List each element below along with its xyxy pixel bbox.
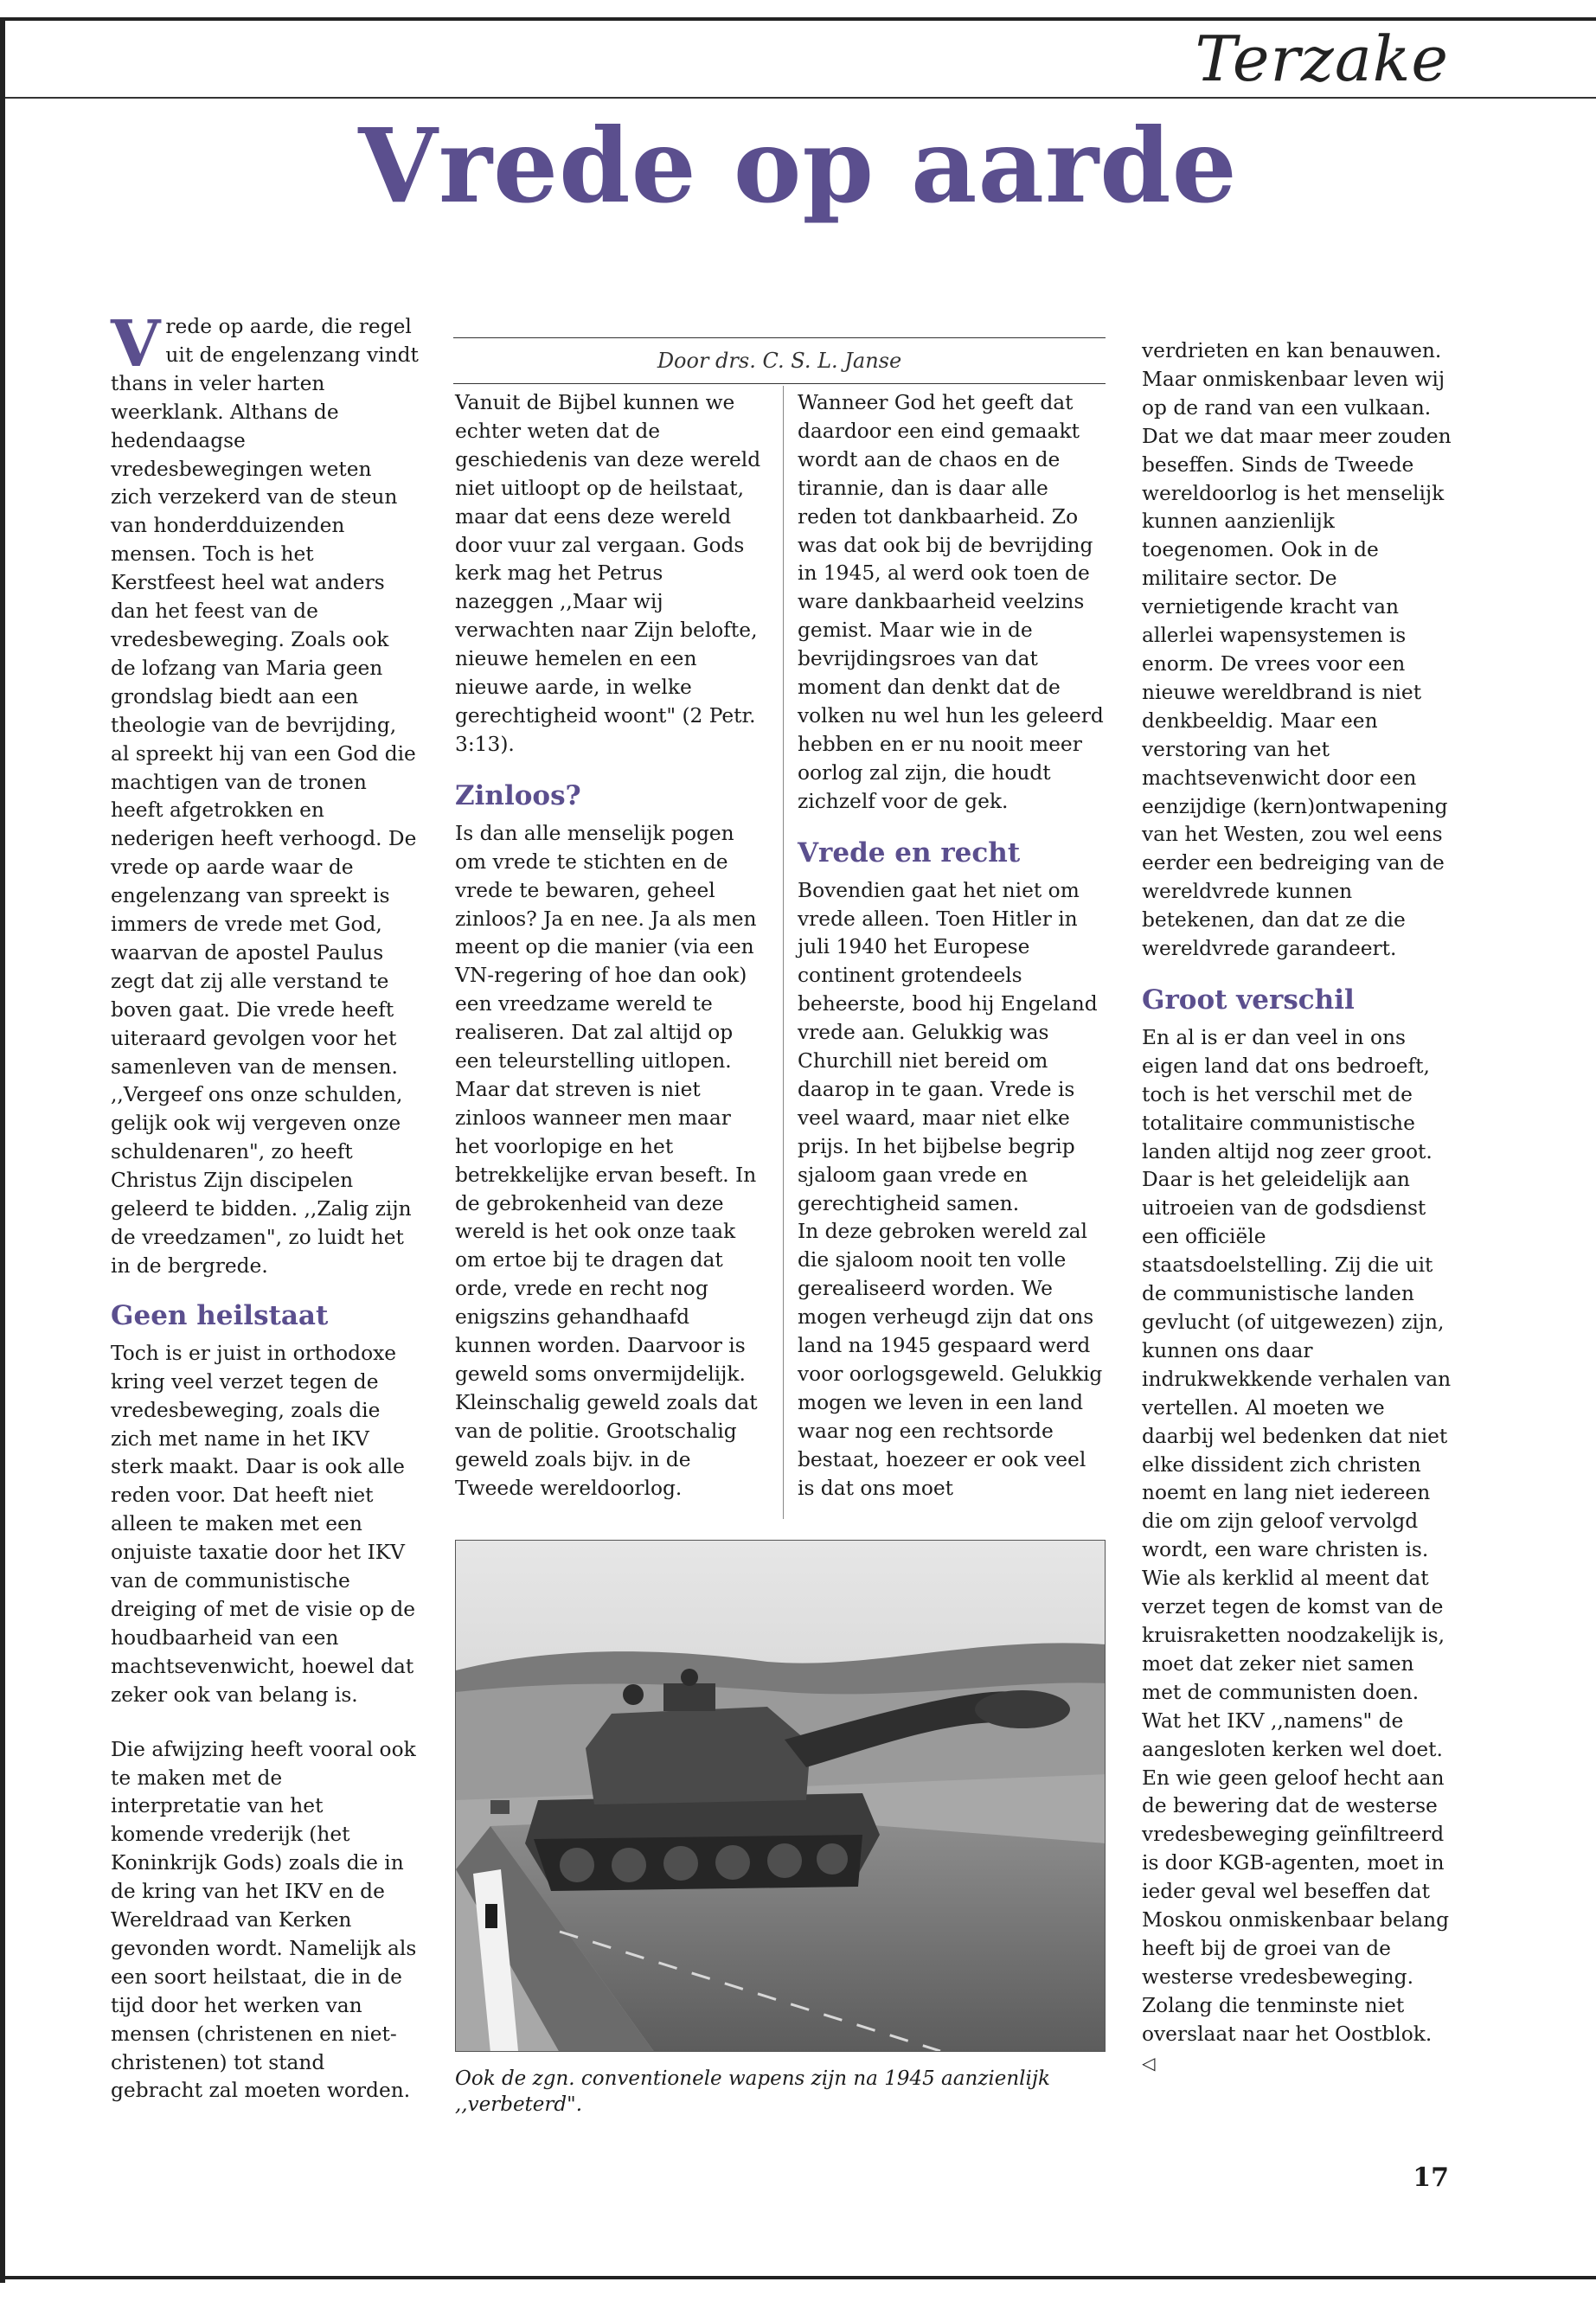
heading-zinloos: Zinloos?: [455, 779, 581, 811]
intro-text: rede op aarde, die regel uit de engelenzang vindt thans in veler harten weerklank. Althans de hedendaagse vredesbewegingen weten zich verzekerd van de steun van honderdduizenden mensen. Toch is het Kerstfeest heel wat anders dan het feest van de vredesbeweging. Zoals ook de lofzang van Maria geen grondslag biedt aan een theologie van de bevrijding, al spreekt hij van een God die machtigen van de tronen heeft afgetrokken en nederigen heeft verhoogd. De vrede op aarde waar de engelenzang van spreekt is immers de vrede met God, waarvan de apostel Paulus zegt dat zij alle verstand te boven gaat. Die vrede heeft uiteraard gevolgen voor het samenleven van de mensen. ,,Vergeef ons onze schulden, gelijk ook wij vergeven onze schuldenaren", zo heeft Christus Zijn discipelen geleerd te bidden. ,,Zalig zijn de vreedzamen", zo luidt het in de bergrede.: [111, 315, 419, 1278]
paragraph: In deze gebroken wereld zal die sjaloom nooit ten volle gerealiseerd worden. We mogen verheugd zijn dat ons land na 1945 gespaard werd voor oorlogsgeweld. Gelukkig mogen we leven in een land waar nog een rechtsorde bestaat, hoezeer er ook veel is dat ons moet: [798, 1220, 1103, 1500]
intro-paragraph: [111, 307, 419, 1281]
paragraph: verdrieten en kan benauwen. Maar onmiskenbaar leven wij op de rand van een vulkaan. Dat we dat maar meer zouden beseffen. Sinds de Tweede wereldoorlog is het menselijk kunnen aanzienlijk toegenomen. Ook in de militaire sector. De vernietigende kracht van allerlei wapensystemen is enorm. De vrees voor een nieuwe wereldbrand is niet denkbeeldig. Maar een verstoring van het machtsevenwicht door een eenzijdige (kern)ontwapening van het Westen, zou wel eens eerder een bedreiging van de wereldvrede kunnen betekenen, dan dat ze die wereldvrede garandeert.: [1142, 339, 1452, 961]
paragraph: Is dan alle menselijk pogen om vrede te stichten en de vrede te bewaren, geheel zinloos? Ja en nee. Ja als men meent op die manier (via een VN-regering of hoe dan ook) een vreedzame wereld te realiseren. Dat zal altijd op een teleurstelling uitlopen. Maar dat streven is niet zinloos wanneer men maar het voorlopige en het betrekkelijke ervan beseft. In de gebrokenheid van deze wereld is het ook onze taak om ertoe bij te dragen dat orde, vrede en recht nog enigszins gehandhaafd kunnen worden. Daarvoor is geweld soms onvermijdelijk. Kleinschalig geweld zoals dat van de politie. Grootschalig geweld zoals bijv. in de Tweede wereldoorlog.: [455, 821, 758, 1500]
paragraph: Toch is er juist in orthodoxe kring veel verzet tegen de vredesbeweging, zoals die zich met name in het IKV sterk maakt. Daar is ook alle reden voor. Dat heeft niet alleen te maken met een onjuiste taxatie door het IKV van de communistische dreiging of met de visie op de houdbaarheid van een machtsevenwicht, hoewel dat zeker ook van belang is.: [111, 1341, 416, 1707]
paragraph-text: En al is er dan veel in ons eigen land dat ons bedroeft, toch is het verschil met de totalitaire communistische landen altijd nog zeer groot. Daar is het geleidelijk aan uitroeien van de godsdienst een officiële staatsdoelstelling. Zij die uit de communistische landen gevlucht (of uitgewezen) zijn, kunnen ons daar indrukwekkende verhalen van vertellen. Al moeten we daarbij wel bedenken dat niet elke dissident zich christen noemt en lang niet iedereen die om zijn geloof vervolgd wordt, een ware christen is. Wie als kerklid al meent dat verzet tegen de komst van de kruisraketten noodzakelijk is, moet dat zeker niet samen met de communisten doen. Wat het IKV ,,namens" de aangesloten kerken wel doet. En wie geen geloof hecht aan de bewering dat de westerse vredesbeweging geïnfiltreerd is door KGB-agenten, moet in ieder geval wel beseffen dat Moskou onmiskenbaar belang heeft bij de groei van de westerse vredesbeweging. Zolang die tenminste niet overslaat naar het Oostblok.: [1142, 1025, 1452, 2046]
left-border: [0, 17, 5, 2283]
photo-caption: Ook de zgn. conventionele wapens zijn na 1945 aanzienlijk ,,verbeterd".: [455, 2067, 1050, 2116]
column-3: [798, 389, 1107, 1503]
tank-photo: [455, 1540, 1106, 2052]
column-2: [455, 389, 765, 1503]
drop-cap: V: [111, 307, 161, 381]
paragraph: Die afwijzing heeft vooral ook te maken met de interpretatie van het komende vrederijk (het Koninkrijk Gods) zoals die in de kring van het IKV en de Wereldraad van Kerken gevonden wordt. Namelijk als een soort heilstaat, die in de tijd door het werken van mensen (christenen en niet-christenen) tot stand gebracht zal moeten worden.: [111, 1737, 417, 2103]
header-rule: [5, 97, 1596, 99]
article-title: Vrede op aarde: [358, 106, 1238, 226]
heading-vrede-en-recht: Vrede en recht: [798, 836, 1021, 868]
paragraph: Bovendien gaat het niet om vrede alleen. Toen Hitler in juli 1940 het Europese continent grotendeels beheerste, bood hij Engeland vrede aan. Gelukkig was Churchill niet bereid om daarop in te gaan. Vrede is veel waard, maar niet elke prijs. In het bijbelse begrip sjaloom gaan vrede en gerechtigheid samen.: [798, 878, 1098, 1215]
column-4: [1142, 337, 1452, 2077]
column-divider: [783, 386, 784, 1519]
end-mark-icon: ◁: [1142, 2052, 1156, 2073]
heading-groot-verschil: Groot verschil: [1142, 984, 1355, 1016]
paragraph: Vanuit de Bijbel kunnen we echter weten dat de geschiedenis van deze wereld niet uitloopt op de heilstaat, maar dat eens deze wereld door vuur zal vergaan. Gods kerk mag het Petrus nazeggen ,,Maar wij verwachten naar Zijn belofte, nieuwe hemelen en een nieuwe aarde, in welke gerechtigheid woont" (2 Petr. 3:13).: [455, 391, 761, 756]
byline-box: [453, 337, 1106, 384]
page-number: 17: [1413, 2163, 1449, 2193]
tank-illustration: [456, 1541, 1106, 2052]
column-1: [111, 307, 419, 2106]
paragraph: Wanneer God het geeft dat daardoor een eind gemaakt wordt aan de chaos en de tirannie, dan is daar alle reden tot dankbaarheid. Zo was dat ook bij de bevrijding in 1945, al werd ook toen de ware dankbaarheid veelzins gemist. Maar wie in de bevrijdingsroes van dat moment dan denkt dat de volken nu wel hun les geleerd hebben en er nu nooit meer oorlog zal zijn, die houdt zichzelf voor de gek.: [798, 391, 1104, 813]
byline: Door drs. C. S. L. Janse: [657, 349, 902, 373]
section-label: Terzake: [1195, 22, 1449, 95]
distant-vehicle: [490, 1800, 510, 1814]
paragraph: [1142, 1024, 1452, 2078]
heading-geen-heilstaat: Geen heilstaat: [111, 1299, 329, 1331]
